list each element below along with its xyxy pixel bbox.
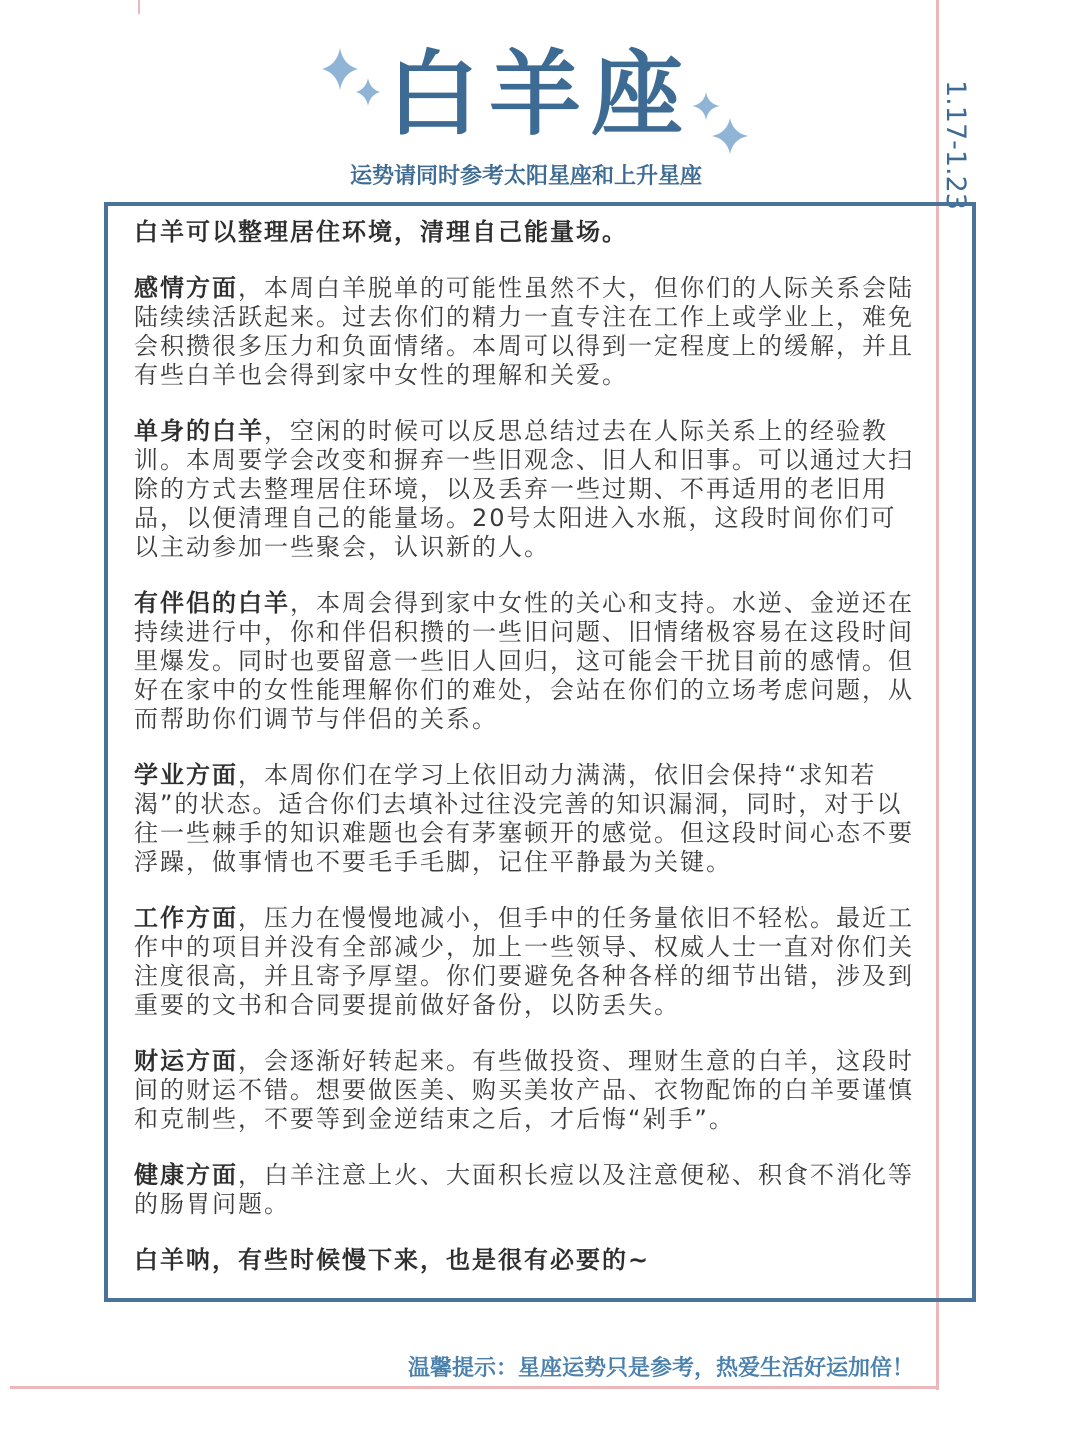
section-wealth	[134, 1047, 922, 1134]
section-work	[134, 904, 922, 1020]
section-study	[134, 761, 922, 877]
section-text: ，会逐渐好转起来。有些做投资、理财生意的白羊，这段时间的财运不错。想要做医美、购买美妆产品、衣物配饰的白羊要谨慎和克制些，不要等到金逆结束之后，才后悔“剁手”。	[134, 1047, 914, 1133]
page-title: 白羊座	[386, 41, 693, 148]
section-heading: 有伴侣的白羊	[134, 589, 290, 617]
section-partnered	[134, 589, 922, 734]
section-text: ，白羊注意上火、大面积长痘以及注意便秘、积食不消化等的肠胃问题。	[134, 1161, 914, 1218]
section-heading: 财运方面	[134, 1047, 238, 1075]
footer-tip: 温馨提示：星座运势只是参考，热爱生活好运加倍！	[407, 1356, 914, 1381]
section-text: ，压力在慢慢地减小，但手中的任务量依旧不轻松。最近工作中的项目并没有全部减少，加上一些领导、权威人士一直对你们关注度很高，并且寄予厚望。你们要避免各种各样的细节出错，涉及到重要的文书和合同要提前做好备份，以防丢失。	[134, 904, 914, 1019]
section-text: ，本周白羊脱单的可能性虽然不大，但你们的人际关系会陆陆续续活跃起来。过去你们的精力一直专注在工作上或学业上，难免会积攒很多压力和负面情绪。本周可以得到一定程度上的缓解，并且有些白羊也会得到家中女性的理解和关爱。	[134, 274, 914, 389]
horoscope-content	[134, 218, 922, 1302]
section-love	[134, 274, 922, 390]
section-heading: 健康方面	[134, 1161, 238, 1189]
date-range-label: 1.17-1.23	[940, 80, 971, 210]
decorative-tick-line	[138, 0, 140, 14]
pink-horizontal-border	[10, 1386, 939, 1389]
closing-line: 白羊呐，有些时候慢下来，也是很有必要的~	[134, 1246, 651, 1274]
section-heading: 学业方面	[134, 761, 238, 789]
section-text: ，本周你们在学习上依旧动力满满，依旧会保持“求知若渴”的状态。适合你们去填补过往没完善的知识漏洞，同时，对于以往一些棘手的知识难题也会有茅塞顿开的感觉。但这段时间心态不要浮躁，做事情也不要毛手毛脚，记住平静最为关键。	[134, 761, 914, 876]
section-single	[134, 417, 922, 562]
section-heading: 感情方面	[134, 274, 238, 302]
section-heading: 工作方面	[134, 904, 238, 932]
intro-line: 白羊可以整理居住环境，清理自己能量场。	[134, 218, 628, 246]
page-subtitle: 运势请同时参考太阳星座和上升星座	[349, 164, 702, 189]
section-text: ，本周会得到家中女性的关心和支持。水逆、金逆还在持续进行中，你和伴侣积攒的一些旧问题、旧情绪极容易在这段时间里爆发。同时也要留意一些旧人回归，这可能会干扰目前的感情。但好在家中的女性能理解你们的难处，会站在你们的立场考虑问题，从而帮助你们调节与伴侣的关系。	[134, 589, 914, 733]
section-heading: 单身的白羊	[134, 417, 264, 445]
section-health	[134, 1161, 922, 1219]
section-text: ，空闲的时候可以反思总结过去在人际关系上的经验教训。本周要学会改变和摒弃一些旧观念、旧人和旧事。可以通过大扫除的方式去整理居住环境，以及丢弃一些过期、不再适用的老旧用品，以便清理自己的能量场。20号太阳进入水瓶，这段时间你们可以主动参加一些聚会，认识新的人。	[134, 417, 914, 561]
